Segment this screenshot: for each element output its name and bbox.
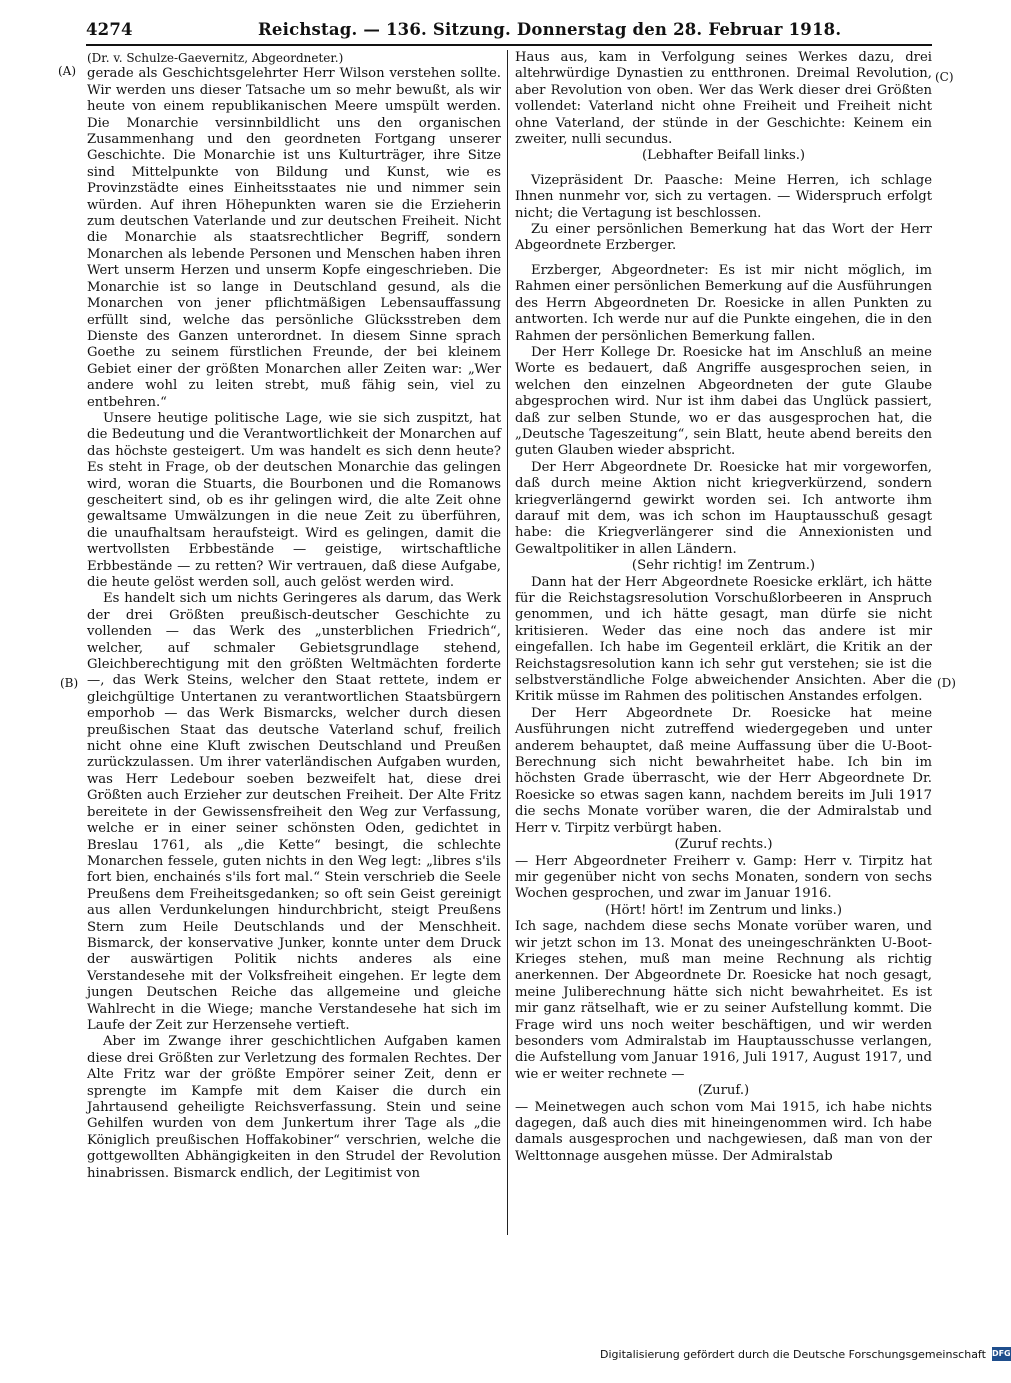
- paragraph: Erzberger, Abgeordneter: Es ist mir nicht möglich, im Rahmen einer persönlichen Bemerkung auf die Ausführungen des Herrn Abgeordneten Dr. Roesicke in allen Punkten zu antworten. Ich werde nur auf die Punkte eingehen, die in den Rahmen der persönlichen Bemerkung fallen.: [515, 262, 932, 344]
- left-column: [87, 50, 501, 1240]
- page-header: [86, 20, 932, 44]
- speaker-note: (Dr. v. Schulze-Gaevernitz, Abgeordneter.): [87, 51, 344, 65]
- paragraph: — Herr Abgeordneter Freiherr v. Gamp: Herr v. Tirpitz hat mir gegenüber nicht von sechs Monaten, sondern von sechs Wochen gesprochen, und zwar im Januar 1916.: [515, 853, 932, 902]
- paragraph: Dann hat der Herr Abgeordnete Roesicke erklärt, ich hätte für die Reichstagsresolution Vorschußlorbeeren in Anspruch genommen, und ich hätte gesagt, man dürfe sie nicht kritisieren. Weder das eine noch das andere ist mir eingefallen. Ich habe im Gegenteil erklärt, die Kritik an der Reichstagsresolution kann ich sehr gut verstehen; sie ist die selbstverständliche Folge abweichender Ansichten. Aber die Kritik müsse im Rahmen des politischen Anstandes erfolgen.: [515, 574, 932, 705]
- page-number: 4274: [86, 20, 133, 39]
- footer-text: Digitalisierung gefördert durch die Deutsche Forschungsgemeinschaft: [600, 1347, 986, 1361]
- right-column: [515, 50, 932, 1240]
- spacer: [515, 165, 932, 173]
- interjection: (Sehr richtig! im Zentrum.): [631, 558, 816, 574]
- paragraph: — Meinetwegen auch schon vom Mai 1915, ich habe nichts dagegen, daß auch dies mit hineingenommen wird. Ich habe damals ausgesprochen und nachgewiesen, daß man von der Welttonnage ausgehen müsse. Der Admiralstab: [515, 1099, 932, 1164]
- paragraph: Haus aus, kam in Verfolgung seines Werkes dazu, drei altehrwürdige Dynastien zu entthronen. Dreimal Revolution, aber Revolution von oben. Wer das Werk dieser drei Größten vollendet: Vaterland nicht ohne Freiheit und Freiheit nicht ohne Vaterland, der stünde in der Geschichte: Keinem ein zweiter, nulli secundus.: [515, 50, 932, 148]
- paragraph: Der Herr Abgeordnete Dr. Roesicke hat meine Ausführungen nicht zutreffend wiedergegeben und unter anderem behauptet, daß meine Auffassung über die U-Boot-Berechnung sich nicht bewahrheitet habe. Ich bin im höchsten Grade überrascht, wie der Herr Abgeordnete Dr. Roesicke so etwas sagen kann, nachdem bereits im Juli 1917 die sechs Monate vorüber waren, die der Admiralstab und Herr v. Tirpitz verbürgt haben.: [515, 705, 932, 836]
- interjection: (Lebhafter Beifall links.): [641, 148, 806, 164]
- margin-mark-b: (B): [60, 676, 79, 690]
- footer-credit: [600, 1344, 1011, 1364]
- paragraph: Ich sage, nachdem diese sechs Monate vorüber waren, und wir jetzt schon im 13. Monat des uneingeschränkten U-Boot-Krieges stehen, muß man meine Rechnung als richtig anerkennen. Der Abgeordnete Dr. Roesicke hat noch gesagt, meine Juliberechnung hätte sich nicht bewahrheitet. Es ist mir ganz rätselhaft, wie er zu seiner Aufstellung kommt. Die Frage wird uns noch weiter beschäftigen, und wir werden besonders vom Admiralstab im Hauptausschusse verlangen, die Aufstellung vom Januar 1916, Juli 1917, August 1917, und wie er weiter rechnete —: [515, 919, 932, 1082]
- interjection: (Hört! hört! im Zentrum und links.): [604, 902, 843, 918]
- margin-mark-c: (C): [935, 70, 954, 84]
- margin-mark-a: (A): [58, 64, 77, 78]
- interjection: (Zuruf rechts.): [674, 837, 773, 853]
- paragraph: Der Herr Abgeordnete Dr. Roesicke hat mir vorgeworfen, daß durch meine Aktion nicht kriegverkürzend, sondern kriegverlängernd gewirkt worden sei. Ich antworte ihm darauf mit dem, was ich schon im Hauptausschuß gesagt habe: die Kriegverlängerer sind die Annexionisten und Gewaltpolitiker in allen Ländern.: [515, 459, 932, 557]
- running-title: Reichstag. — 136. Sitzung. Donnerstag den 28. Februar 1918.: [258, 20, 842, 39]
- paragraph: Unsere heutige politische Lage, wie sie sich zuspitzt, hat die Bedeutung und die Verantwortlichkeit der Monarchen auf das höchste gesteigert. Um was handelt es sich denn heute? Es steht in Frage, ob der deutschen Monarchie das gelingen wird, woran die Stuarts, die Bourbonen und die Romanows gescheitert sind, ob es ihr gelingen wird, die alte Zeit ohne gewaltsame Umwälzungen in die neue Zeit zu überführen, die unaufhaltsam heraufsteigt. Wird es gelingen, damit die wertvollsten Erbbestände — geistige, wirtschaftliche Erbbestände — zu retten? Wir vertrauen, daß diese Aufgabe, die heute gelöst werden soll, auch gelöst werden wird.: [87, 410, 501, 590]
- paragraph: Aber im Zwange ihrer geschichtlichen Aufgaben kamen diese drei Größten zur Verletzung des formalen Rechtes. Der Alte Fritz war der größte Empörer seiner Zeit, denn er sprengte im Kampfe mit dem Kaiser die durch ein Jahrtausend geheiligte Reichsverfassung. Stein und seine Gehilfen wurden von dem Junkertum ihrer Tage als „die Königlich preußischen Hoffakobiner“ verschrien, welche die gottgewollten Abhängigkeiten in den Strudel der Revolution hinabrissen. Bismarck endlich, der Legitimist von: [87, 1034, 501, 1181]
- interjection: (Zuruf.): [697, 1083, 750, 1099]
- column-divider: [507, 50, 508, 1235]
- dfg-logo-icon: DFG: [992, 1347, 1011, 1361]
- header-rule: [86, 44, 932, 46]
- paragraph: Es handelt sich um nichts Geringeres als darum, das Werk der drei Größten preußisch-deutscher Geschichte zu vollenden — das Werk des „unsterblichen Friedrich“, welcher, auf schmaler Gebietsgrundlage stehend, Gleichberechtigung mit den größten Weltmächten forderte —, das Werk Steins, welcher den Staat rettete, indem er gleichgültige Untertanen zu verantwortlichen Staatsbürgern emporhob — das Werk Bismarcks, welcher durch diesen preußischen Staat das deutsche Vaterland schuf, freilich nicht ohne eine Kluft zwischen Deutschland und Preußen zurückzulassen. Um ihrer vaterländischen Aufgaben wurden, was Herr Ledebour soeben bezweifelt hat, diese drei Größten auch Erzieher zur deutschen Freiheit. Der Alte Fritz bereitete in der Gewissensfreiheit den Weg zur Verfassung, welche er in einer seiner schönsten Oden, gedichtet in Breslau 1761, als „die Kette“ besingt, die schlechte Monarchen fessele, guten nichts in den Weg legt: „libres s'ils fort bien, enchainés s'ils fort mal.“ Stein verschrieb die Seele Preußens dem Freiheitsgedanken; so oft sein Geist gereinigt aus allen Verdunkelungen hindurchbricht, steigt Preußens Stern zum Heile Deutschlands und der Menschheit. Bismarck, der konservative Junker, konnte unter dem Druck der auswärtigen Politik nichts anderes als eine Verstandesehe mit der Volksfreiheit eingehen. Er legte dem jungen Deutschen Reiche das allgemeine und gleiche Wahlrecht in die Wiege; manche Verstandesehe hat sich im Laufe der Zeit zur Herzensehe vertieft.: [87, 591, 501, 1033]
- paragraph: Vizepräsident Dr. Paasche: Meine Herren, ich schlage Ihnen nunmehr vor, sich zu vertagen. — Widerspruch erfolgt nicht; die Vertagung ist beschlossen.: [515, 172, 932, 221]
- paragraph: gerade als Geschichtsgelehrter Herr Wilson verstehen sollte. Wir werden uns dieser Tatsache um so mehr bewußt, als wir heute von einem republikanischen Meere umspült werden. Die Monarchie versinnbildlicht uns den organischen Zusammenhang und den geordneten Fortgang unserer Geschichte. Die Monarchie ist uns Kulturträger, ihre Sitze sind Mittelpunkte von Bildung und Kunst, wie es Provinzstädte eines Einheitsstaates nie und nimmer sein würden. Auf ihren Höhepunkten waren sie die Erzieherin zum deutschen Vaterlande und zur deutschen Freiheit. Nicht die Monarchie als staatsrechtlicher Begriff, sondern Monarchen als lebende Personen und Menschen haben ihren Wert unserm Herzen und unserm Kopfe eingeschrieben. Die Monarchie ist so lange in Deutschland gesund, als die Monarchen von jener pflichtmäßigen Lebensauffassung erfüllt sind, welche das persönliche Glücksstreben dem Dienste des Ganzen unterordnet. In diesem Sinne sprach Goethe zu seinem fürstlichen Freunde, der bei kleinem Gebiet einer der größten Monarchen aller Zeiten war: „Wer andere wohl zu leiten strebt, muß fähig sein, viel zu entbehren.“: [87, 66, 501, 410]
- paragraph: Der Herr Kollege Dr. Roesicke hat im Anschluß an meine Worte es bedauert, daß Angriffe ausgesprochen seien, in welchen den einzelnen Abgeordneten der gute Glaube abgesprochen wird. Nur ist ihm dabei das Unglück passiert, daß zur selben Stunde, wo er das ausgesprochen hat, die „Deutsche Tageszeitung“, sein Blatt, heute abend bereits den guten Glauben wieder abspricht.: [515, 344, 932, 459]
- spacer: [515, 255, 932, 263]
- paragraph: Zu einer persönlichen Bemerkung hat das Wort der Herr Abgeordnete Erzberger.: [515, 222, 932, 254]
- margin-mark-d: (D): [937, 676, 956, 690]
